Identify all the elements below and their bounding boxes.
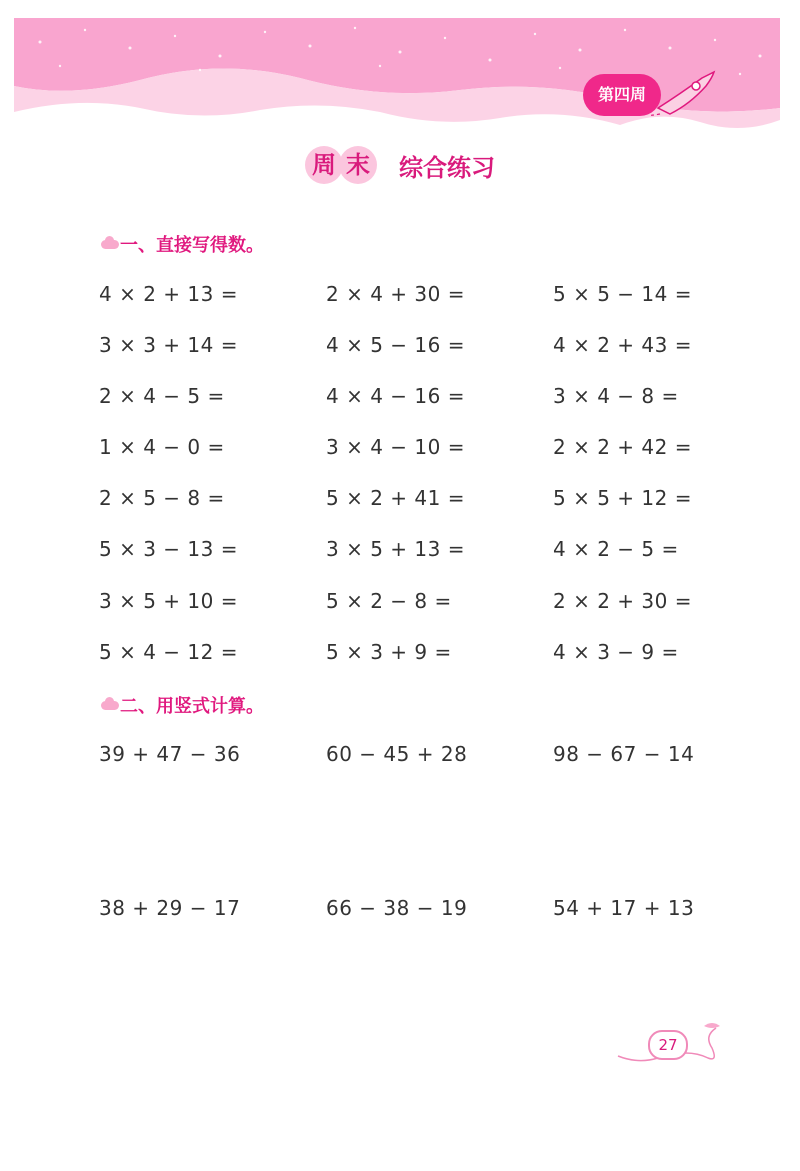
problem: 4 × 2 + 13 = [99,282,238,306]
title-char-1: 周 [305,146,343,184]
problem: 5 × 3 + 9 = [326,640,452,664]
problem: 3 × 5 + 13 = [326,537,465,561]
problem: 3 × 4 − 8 = [553,384,679,408]
problem: 4 × 2 + 43 = [553,333,692,357]
problem: 1 × 4 − 0 = [99,435,225,459]
vertical-calc-problem: 38 + 29 − 17 [99,896,241,920]
problem: 2 × 2 + 42 = [553,435,692,459]
section1-heading-text: 一、直接写得数。 [120,235,264,256]
problem: 5 × 5 − 14 = [553,282,692,306]
problem: 5 × 4 − 12 = [99,640,238,664]
problem: 2 × 2 + 30 = [553,589,692,613]
vertical-calc-problem: 98 − 67 − 14 [553,742,695,766]
problem: 4 × 3 − 9 = [553,640,679,664]
vertical-calc-problem: 54 + 17 + 13 [553,896,695,920]
page-title [0,146,800,184]
title-char-2: 末 [339,146,377,184]
vertical-calc-problem: 66 − 38 − 19 [326,896,468,920]
problem: 4 × 4 − 16 = [326,384,465,408]
problem: 5 × 2 − 8 = [326,589,452,613]
problem: 5 × 2 + 41 = [326,486,465,510]
cloud-icon [101,701,119,710]
cloud-icon [101,240,119,249]
section2-heading-text: 二、用竖式计算。 [120,696,264,717]
vertical-calc-problem: 60 − 45 + 28 [326,742,468,766]
problem: 5 × 5 + 12 = [553,486,692,510]
problem: 3 × 3 + 14 = [99,333,238,357]
problem: 2 × 5 − 8 = [99,486,225,510]
problem: 3 × 5 + 10 = [99,589,238,613]
week-badge: 第四周 [583,74,661,116]
vertical-calc-problem: 39 + 47 − 36 [99,742,241,766]
title-main: 综合练习 [399,153,495,182]
section2-heading [101,692,264,718]
page-number: 27 [648,1030,688,1060]
section1-heading [101,231,264,257]
problem: 4 × 5 − 16 = [326,333,465,357]
problem: 4 × 2 − 5 = [553,537,679,561]
problem: 2 × 4 − 5 = [99,384,225,408]
rocket-icon [650,64,720,120]
problem: 5 × 3 − 13 = [99,537,238,561]
problem: 3 × 4 − 10 = [326,435,465,459]
problem: 2 × 4 + 30 = [326,282,465,306]
